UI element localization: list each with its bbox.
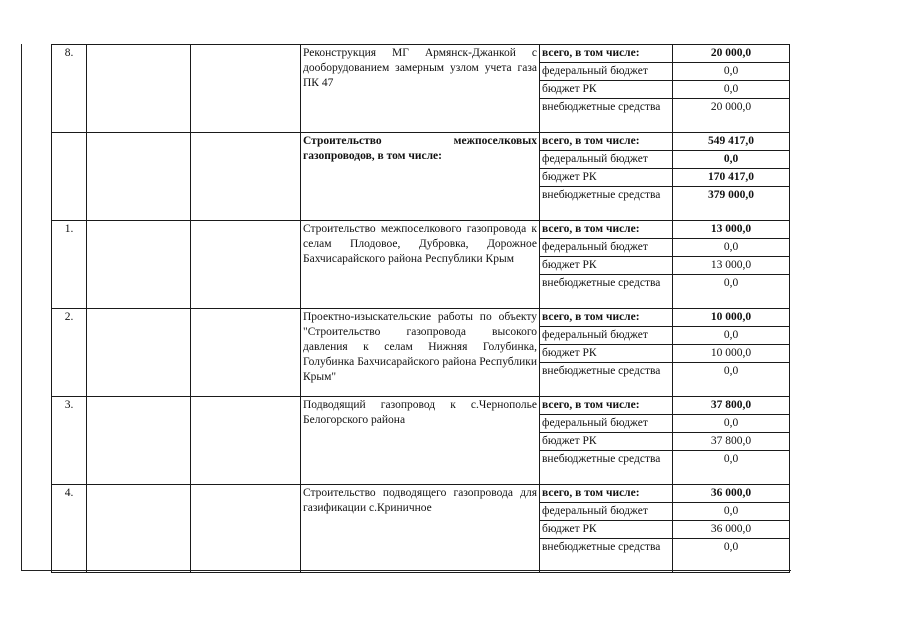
project-description: Строительство межпоселкового газопровода к селам Плодовое, Дубровка, Дорожное Бахчисарайского района Республики Крым xyxy=(301,221,540,309)
funding-source-label: внебюджетные средства xyxy=(540,451,673,485)
funding-source-label: федеральный бюджет xyxy=(540,151,673,169)
funding-amount: 10 000,0 xyxy=(673,345,790,363)
project-description: Подводящий газопровод к с.Чернополье Белогорского района xyxy=(301,397,540,485)
table-row xyxy=(52,485,790,503)
funding-amount: 0,0 xyxy=(673,275,790,309)
program-table xyxy=(51,44,790,573)
funding-amount: 10 000,0 xyxy=(673,309,790,327)
project-description: Реконструкция МГ Армянск-Джанкой с дооборудованием замерным узлом учета газа ПК 47 xyxy=(301,45,540,133)
funding-amount: 37 800,0 xyxy=(673,397,790,415)
empty-cell xyxy=(87,133,191,221)
funding-source-label: всего, в том числе: xyxy=(540,309,673,327)
table-row xyxy=(52,133,790,151)
project-description: Строительство межпоселковых газопроводов, в том числе: xyxy=(301,133,540,221)
funding-source-label: внебюджетные средства xyxy=(540,187,673,221)
funding-source-label: бюджет РК xyxy=(540,257,673,275)
table-row xyxy=(52,397,790,415)
funding-amount: 0,0 xyxy=(673,415,790,433)
funding-source-label: всего, в том числе: xyxy=(540,133,673,151)
funding-source-label: бюджет РК xyxy=(540,521,673,539)
funding-source-label: бюджет РК xyxy=(540,433,673,451)
funding-amount: 13 000,0 xyxy=(673,257,790,275)
funding-amount: 0,0 xyxy=(673,239,790,257)
funding-source-label: всего, в том числе: xyxy=(540,485,673,503)
funding-source-label: федеральный бюджет xyxy=(540,327,673,345)
row-number: 3. xyxy=(52,397,87,485)
table-row xyxy=(52,221,790,239)
empty-cell xyxy=(87,221,191,309)
funding-source-label: всего, в том числе: xyxy=(540,45,673,63)
funding-amount: 0,0 xyxy=(673,63,790,81)
bottom-border-line xyxy=(21,570,791,571)
funding-amount: 170 417,0 xyxy=(673,169,790,187)
funding-amount: 20 000,0 xyxy=(673,45,790,63)
funding-source-label: всего, в том числе: xyxy=(540,221,673,239)
table-row xyxy=(52,309,790,327)
empty-cell xyxy=(191,397,301,485)
funding-source-label: федеральный бюджет xyxy=(540,415,673,433)
funding-source-label: федеральный бюджет xyxy=(540,239,673,257)
row-number: 4. xyxy=(52,485,87,573)
row-number: 2. xyxy=(52,309,87,397)
empty-cell xyxy=(191,45,301,133)
funding-amount: 0,0 xyxy=(673,539,790,573)
funding-source-label: внебюджетные средства xyxy=(540,99,673,133)
funding-amount: 549 417,0 xyxy=(673,133,790,151)
project-description: Строительство подводящего газопровода для газификации с.Криничное xyxy=(301,485,540,573)
funding-amount: 13 000,0 xyxy=(673,221,790,239)
empty-cell xyxy=(87,485,191,573)
funding-amount: 36 000,0 xyxy=(673,521,790,539)
funding-amount: 0,0 xyxy=(673,81,790,99)
funding-amount: 0,0 xyxy=(673,363,790,397)
row-number: 1. xyxy=(52,221,87,309)
empty-cell xyxy=(87,309,191,397)
empty-cell xyxy=(87,397,191,485)
empty-cell xyxy=(191,133,301,221)
funding-source-label: бюджет РК xyxy=(540,345,673,363)
funding-amount: 36 000,0 xyxy=(673,485,790,503)
funding-source-label: бюджет РК xyxy=(540,81,673,99)
row-number: 8. xyxy=(52,45,87,133)
row-number xyxy=(52,133,87,221)
funding-source-label: внебюджетные средства xyxy=(540,363,673,397)
funding-source-label: внебюджетные средства xyxy=(540,275,673,309)
funding-amount: 20 000,0 xyxy=(673,99,790,133)
funding-amount: 0,0 xyxy=(673,503,790,521)
empty-cell xyxy=(191,485,301,573)
left-border-line xyxy=(21,44,22,571)
funding-amount: 0,0 xyxy=(673,451,790,485)
funding-amount: 37 800,0 xyxy=(673,433,790,451)
funding-amount: 379 000,0 xyxy=(673,187,790,221)
funding-source-label: внебюджетные средства xyxy=(540,539,673,573)
table-body xyxy=(52,45,790,573)
empty-cell xyxy=(87,45,191,133)
empty-cell xyxy=(191,309,301,397)
funding-source-label: федеральный бюджет xyxy=(540,503,673,521)
funding-source-label: бюджет РК xyxy=(540,169,673,187)
empty-cell xyxy=(191,221,301,309)
table-row xyxy=(52,45,790,63)
funding-amount: 0,0 xyxy=(673,151,790,169)
funding-amount: 0,0 xyxy=(673,327,790,345)
funding-source-label: федеральный бюджет xyxy=(540,63,673,81)
funding-source-label: всего, в том числе: xyxy=(540,397,673,415)
project-description: Проектно-изыскательские работы по объекту "Строительство газопровода высокого давления к селам Нижняя Голубинка, Голубинка Бахчисарайского района Республики Крым" xyxy=(301,309,540,397)
